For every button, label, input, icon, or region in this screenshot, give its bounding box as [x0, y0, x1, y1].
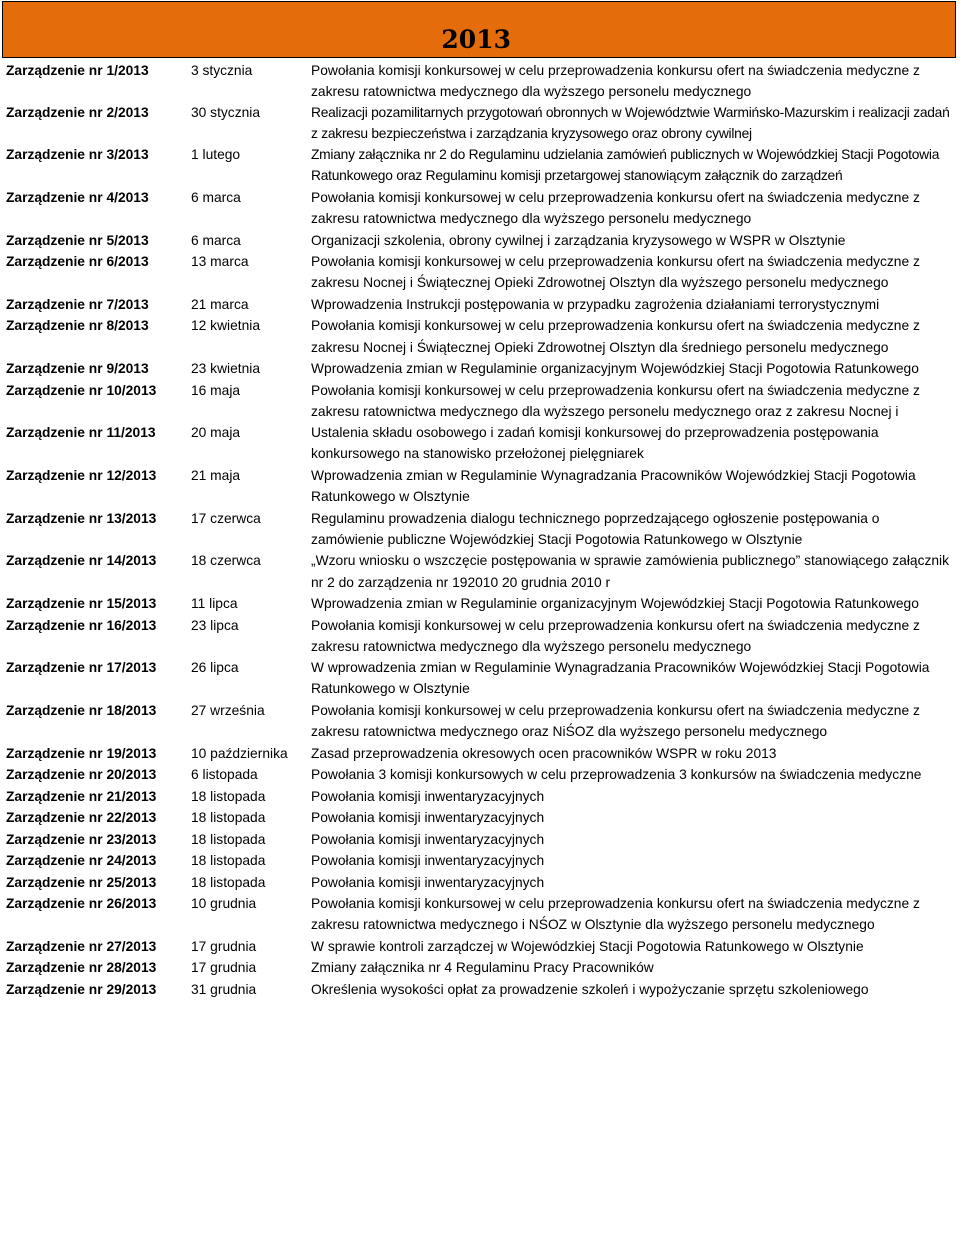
- decree-date: 21 marca: [191, 296, 249, 312]
- decree-date: 26 lipca: [191, 660, 239, 676]
- decree-title: Realizacji pozamilitarnych przygotowań obronnych w Województwie Warmińsko-Mazurskim i realizacji zadań z zakresu bezpieczeństwa i zarządzania kryzysowego oraz obrony cywilnej: [311, 104, 950, 141]
- decree-title: Powołania komisji inwentaryzacyjnych: [311, 788, 545, 804]
- decree-row: [6, 850, 956, 872]
- decree-row: [6, 936, 956, 958]
- decree-row: [6, 251, 956, 294]
- decree-title: Wprowadzenia zmian w Regulaminie organizacyjnym Wojewódzkiej Stacji Pogotowia Ratunkowego: [311, 361, 919, 377]
- decree-row: [6, 508, 956, 551]
- decree-title: Zmiany załącznika nr 4 Regulaminu Pracy Pracowników: [311, 960, 654, 976]
- decree-title: Wprowadzenia Instrukcji postępowania w przypadku zagrożenia działaniami terrorystycznymi: [311, 296, 880, 312]
- decree-number: Zarządzenie nr 16/2013: [6, 617, 157, 633]
- decree-date: 3 stycznia: [191, 63, 253, 78]
- decree-title: Powołania komisji konkursowej w celu przeprowadzenia konkursu ofert na świadczenia medyczne z zakresu Nocnej i Świątecznej Opieki Zdrowotnej Olsztyn dla wyższego personelu medycznego: [311, 254, 920, 291]
- decree-title: Zmiany załącznika nr 2 do Regulaminu udzielania zamówień publicznych w Wojewódzkiej Stacji Pogotowia Ratunkowego oraz Regulaminu komisji przetargowej stanowiącym załącznik do zarządzeń: [311, 146, 940, 183]
- decree-title: Powołania komisji konkursowej w celu przeprowadzenia konkursu ofert na świadczenia medyczne z zakresu ratownictwa medycznego dla wyższego personelu medycznego oraz z zakresu Nocnej i: [311, 382, 920, 419]
- decree-title: Powołania 3 komisji konkursowych w celu przeprowadzenia 3 konkursów na świadczenia medyczne: [311, 767, 922, 783]
- decree-row: [6, 979, 956, 1001]
- decree-row: [6, 700, 956, 743]
- decree-number: Zarządzenie nr 29/2013: [6, 981, 157, 997]
- decree-number: Zarządzenie nr 25/2013: [6, 874, 157, 890]
- decree-number: Zarządzenie nr 10/2013: [6, 382, 157, 398]
- decree-date: 21 maja: [191, 467, 241, 483]
- decree-title: Powołania komisji konkursowej w celu przeprowadzenia konkursu ofert na świadczenia medyczne z zakresu ratownictwa medycznego i NŚOZ w Olsztynie dla wyższego personelu medycznego: [311, 896, 920, 933]
- decree-title: Określenia wysokości opłat za prowadzenie szkoleń i wypożyczanie sprzętu szkoleniowego: [311, 981, 869, 997]
- decree-date: 18 listopada: [191, 874, 266, 890]
- decree-row: [6, 786, 956, 808]
- decree-number: Zarządzenie nr 18/2013: [6, 702, 157, 718]
- decree-number: Zarządzenie nr 20/2013: [6, 767, 157, 783]
- decree-row: [6, 315, 956, 358]
- decree-date: 17 grudnia: [191, 938, 257, 954]
- decree-date: 18 listopada: [191, 831, 266, 847]
- decree-date: 23 kwietnia: [191, 361, 261, 377]
- year-title: 2013: [441, 25, 511, 54]
- decree-number: Zarządzenie nr 26/2013: [6, 896, 157, 912]
- decree-number: Zarządzenie nr 17/2013: [6, 660, 157, 676]
- decree-date: 23 lipca: [191, 617, 239, 633]
- decree-row: [6, 422, 956, 465]
- decree-row: [6, 145, 956, 187]
- decree-number: Zarządzenie nr 22/2013: [6, 810, 157, 826]
- decree-title: Powołania komisji inwentaryzacyjnych: [311, 853, 545, 869]
- decree-number: Zarządzenie nr 11/2013: [6, 425, 156, 441]
- decree-date: 1 lutego: [191, 146, 241, 162]
- decree-date: 6 marca: [191, 189, 241, 205]
- decree-title: Powołania komisji konkursowej w celu przeprowadzenia konkursu ofert na świadczenia medyczne z zakresu ratownictwa medycznego dla wyższego personelu medycznego: [311, 617, 920, 654]
- decree-row: [6, 60, 956, 103]
- decree-number: Zarządzenie nr 1/2013: [6, 63, 149, 78]
- decree-date: 16 maja: [191, 382, 241, 398]
- decree-date: 17 grudnia: [191, 960, 257, 976]
- decree-number: Zarządzenie nr 15/2013: [6, 596, 157, 612]
- decree-date: 18 czerwca: [191, 553, 261, 569]
- decree-date: 18 listopada: [191, 810, 266, 826]
- decree-date: 10 października: [191, 745, 288, 761]
- decree-date: 12 kwietnia: [191, 318, 261, 334]
- decree-title: W wprowadzenia zmian w Regulaminie Wynagradzania Pracowników Wojewódzkiej Stacji Pogotowia Ratunkowego w Olsztynie: [311, 660, 930, 697]
- decree-title: Powołania komisji konkursowej w celu przeprowadzenia konkursu ofert na świadczenia medyczne z zakresu ratownictwa medycznego dla wyższego personelu medycznego: [311, 189, 920, 227]
- decree-date: 10 grudnia: [191, 896, 257, 912]
- decree-title: Organizacji szkolenia, obrony cywilnej i zarządzania kryzysowego w WSPR w Olsztynie: [311, 232, 846, 248]
- decree-date: 30 stycznia: [191, 104, 261, 120]
- decree-number: Zarządzenie nr 12/2013: [6, 467, 157, 483]
- decree-date: 18 listopada: [191, 788, 266, 804]
- decree-title: Wprowadzenia zmian w Regulaminie Wynagradzania Pracowników Wojewódzkiej Stacji Pogotowia Ratunkowego w Olsztynie: [311, 467, 916, 505]
- decree-date: 18 listopada: [191, 853, 266, 869]
- decree-date: 13 marca: [191, 254, 249, 270]
- decree-number: Zarządzenie nr 19/2013: [6, 745, 157, 761]
- decree-title: „Wzoru wniosku o wszczęcie postępowania w sprawie zamówienia publicznego” stanowiącego załącznik nr 2 do zarządzenia nr 192010 20 grudnia 2010 r: [311, 553, 950, 590]
- decree-date: 6 listopada: [191, 767, 258, 783]
- decree-row: [6, 358, 956, 380]
- decree-row: [6, 550, 956, 593]
- decree-date: 11 lipca: [191, 596, 238, 612]
- decree-date: 20 maja: [191, 425, 241, 441]
- decree-row: [6, 187, 956, 230]
- decree-row: [6, 593, 956, 615]
- decree-number: Zarządzenie nr 3/2013: [6, 146, 149, 162]
- decree-title: Wprowadzenia zmian w Regulaminie organizacyjnym Wojewódzkiej Stacji Pogotowia Ratunkowego: [311, 596, 919, 612]
- decree-title: Powołania komisji inwentaryzacyjnych: [311, 831, 545, 847]
- decree-title: Zasad przeprowadzenia okresowych ocen pracowników WSPR w roku 2013: [311, 745, 777, 761]
- decree-row: [6, 380, 956, 423]
- decree-row: [6, 103, 956, 145]
- decree-number: Zarządzenie nr 7/2013: [6, 296, 149, 312]
- decrees-table-body: [6, 60, 956, 1000]
- decree-number: Zarządzenie nr 5/2013: [6, 232, 149, 248]
- decree-title: Powołania komisji konkursowej w celu przeprowadzenia konkursu ofert na świadczenia medyczne z zakresu ratownictwa medycznego dla wyższego personelu medycznego: [311, 63, 920, 100]
- decree-title: Powołania komisji konkursowej w celu przeprowadzenia konkursu ofert na świadczenia medyczne z zakresu Nocnej i Świątecznej Opieki Zdrowotnej Olsztyn dla średniego personelu medycznego: [311, 318, 920, 355]
- year-header: [2, 1, 956, 58]
- decree-row: [6, 230, 956, 252]
- decree-row: [6, 657, 956, 700]
- decree-number: Zarządzenie nr 8/2013: [6, 318, 149, 334]
- decree-row: [6, 465, 956, 508]
- decree-row: [6, 743, 956, 765]
- decree-row: [6, 294, 956, 316]
- decree-title: Regulaminu prowadzenia dialogu technicznego poprzedzającego ogłoszenie postępowania o zamówienie publiczne Wojewódzkiej Stacji Pogotowia Ratunkowego w Olsztynie: [311, 510, 880, 547]
- decree-number: Zarządzenie nr 13/2013: [6, 510, 157, 526]
- decree-row: [6, 829, 956, 851]
- decrees-table: [6, 60, 956, 1000]
- decree-number: Zarządzenie nr 28/2013: [6, 960, 157, 976]
- decree-number: Zarządzenie nr 2/2013: [6, 104, 149, 120]
- decree-number: Zarządzenie nr 9/2013: [6, 361, 149, 377]
- decree-number: Zarządzenie nr 21/2013: [6, 788, 157, 804]
- decree-row: [6, 807, 956, 829]
- decree-date: 17 czerwca: [191, 510, 261, 526]
- decree-date: 6 marca: [191, 232, 241, 248]
- decree-title: Powołania komisji konkursowej w celu przeprowadzenia konkursu ofert na świadczenia medyczne z zakresu ratownictwa medycznego oraz NiŚOZ dla wyższego personelu medycznego: [311, 702, 920, 740]
- decree-title: W sprawie kontroli zarządczej w Wojewódzkiej Stacji Pogotowia Ratunkowego w Olsztynie: [311, 938, 864, 954]
- decree-number: Zarządzenie nr 23/2013: [6, 831, 157, 847]
- decree-row: [6, 872, 956, 894]
- decree-date: 27 września: [191, 702, 265, 718]
- decree-number: Zarządzenie nr 24/2013: [6, 853, 157, 869]
- decree-title: Powołania komisji inwentaryzacyjnych: [311, 874, 545, 890]
- decree-title: Ustalenia składu osobowego i zadań komisji konkursowej do przeprowadzenia postępowania konkursowego na stanowisko przełożonej pielęgniarek: [311, 425, 879, 462]
- decree-row: [6, 615, 956, 658]
- decree-number: Zarządzenie nr 6/2013: [6, 254, 149, 270]
- decree-date: 31 grudnia: [191, 981, 257, 997]
- decree-number: Zarządzenie nr 27/2013: [6, 938, 157, 954]
- decree-row: [6, 957, 956, 979]
- decree-row: [6, 893, 956, 936]
- decree-row: [6, 764, 956, 786]
- decree-number: Zarządzenie nr 4/2013: [6, 189, 149, 205]
- decree-number: Zarządzenie nr 14/2013: [6, 553, 157, 569]
- decree-title: Powołania komisji inwentaryzacyjnych: [311, 810, 545, 826]
